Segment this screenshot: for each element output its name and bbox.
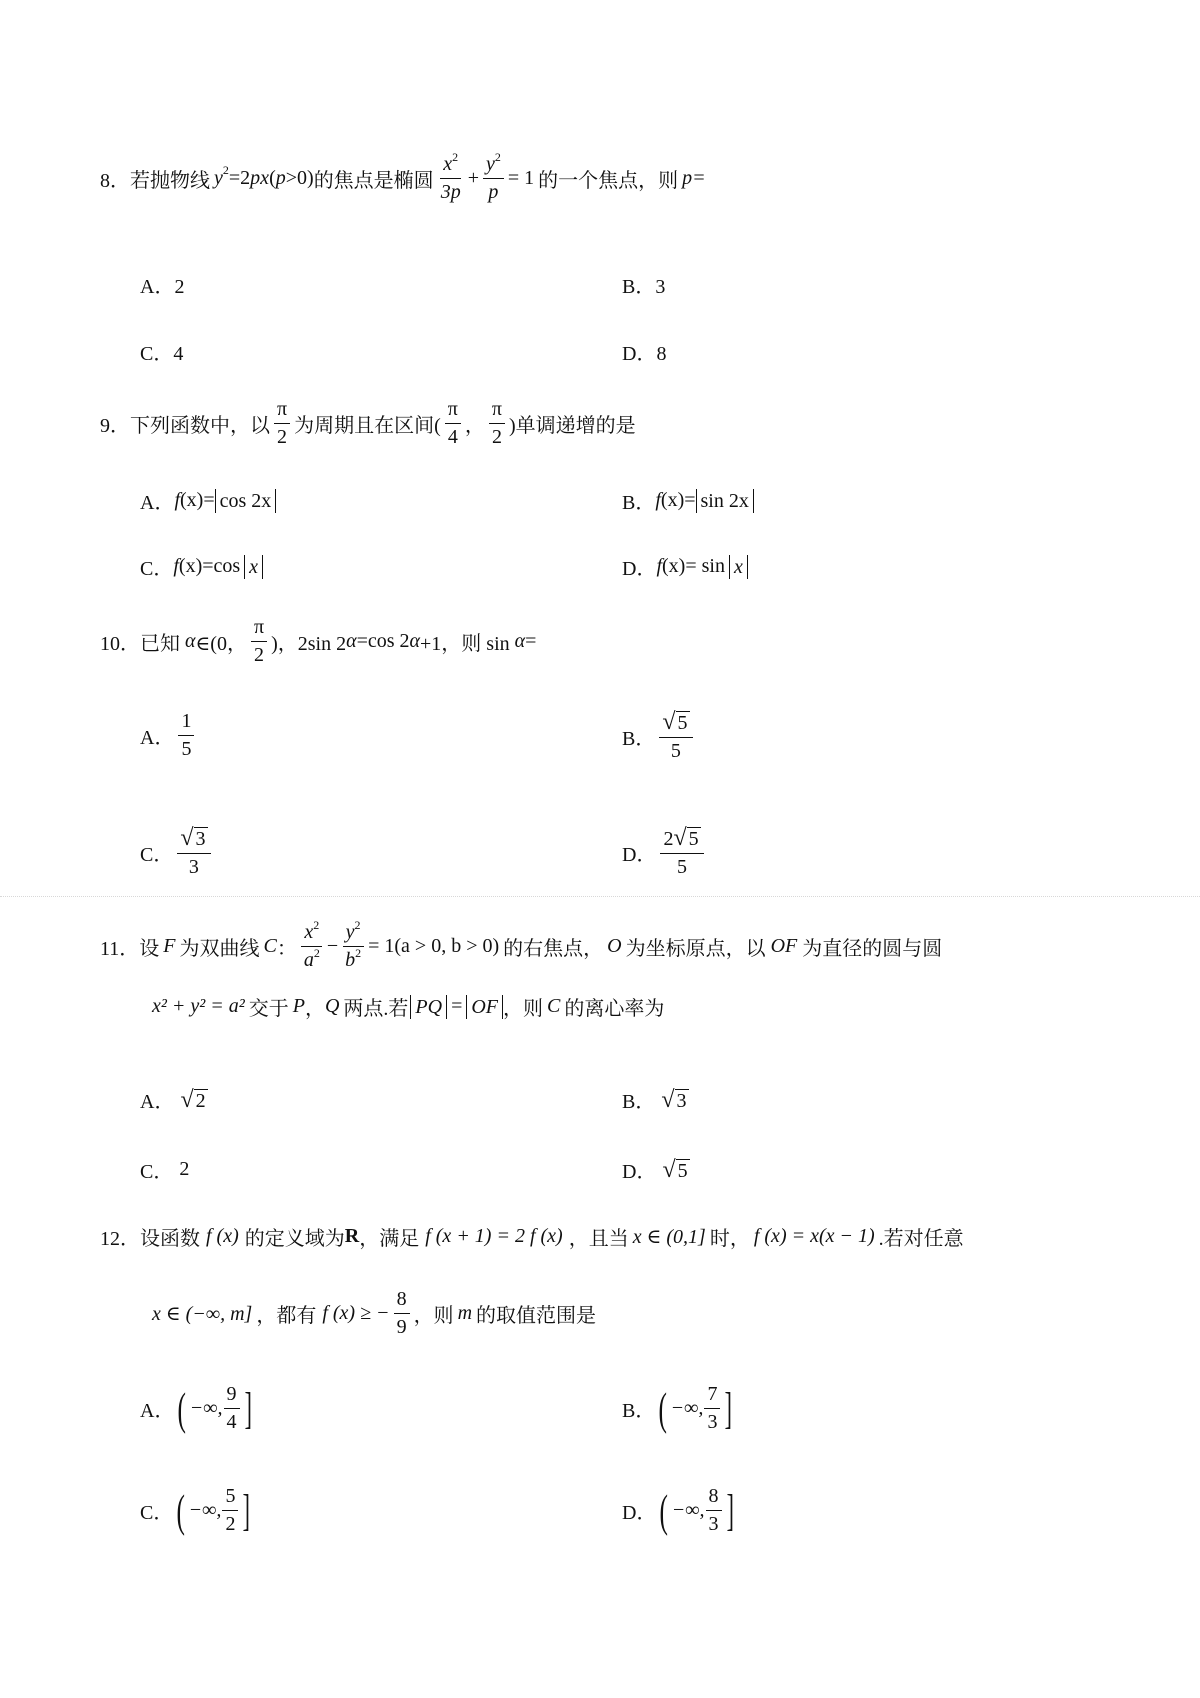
q9-text-1: 下列函数中，以 [130, 415, 270, 437]
q12-option-a[interactable]: A． ( −∞, $\frac{9}{4}$ ] [140, 1382, 252, 1434]
q8-tail: p= [682, 167, 706, 189]
question-12: 12． 设函数 f (x) 的定义域为 R ，满足 f (x + 1) = 2 f (x) ，且当 x ∈ (0,1] 时， f (x) = x(x − 1) .若对任意 [100, 1222, 964, 1251]
q8-option-d[interactable]: D．8 [622, 343, 667, 365]
q8-text-3: 的一个焦点，则 [538, 170, 679, 192]
question-12-line-2: x ∈ (−∞, m] ，都有 f (x) ≥ − $\frac{8}{9}$ ，则 m 的取值范围是 [152, 1288, 597, 1338]
q10-text-5: +1，则 sin [420, 633, 510, 655]
q12-real-set: R [344, 1225, 360, 1247]
q8-text-2: 的焦点是椭圆 [313, 170, 434, 192]
q10-text-3: )，2sin 2 [271, 633, 347, 655]
q9-fraction-pi-4: $\frac{\pi}{4}$ [445, 398, 461, 449]
q9-option-c[interactable]: C． f (x)=cos x [140, 552, 263, 581]
q11-number: 11． [100, 938, 140, 960]
q8-fraction-x: $\frac{x^2}{3p}$ [440, 150, 461, 203]
q12-text-1: 设函数 [140, 1228, 200, 1250]
right-bracket-icon: ] [726, 1485, 734, 1535]
q9-number: 9． [100, 415, 130, 437]
q9-comma: ， [464, 415, 485, 437]
q11-option-d[interactable]: D． √ 5 [622, 1156, 688, 1183]
question-8 [100, 150, 706, 204]
q8-option-c[interactable]: C．4 [140, 343, 184, 365]
page-divider [0, 896, 1200, 897]
question-9 [100, 398, 636, 449]
q8-fraction-y: $\frac{y^2}{p}$ [483, 153, 504, 204]
q10-option-d[interactable]: D． 2 √ 5 5 [622, 826, 708, 879]
right-bracket-icon: ] [243, 1485, 251, 1535]
q10-text-2: ∈(0， [195, 633, 247, 655]
question-11-line-2: x² + y² = a² 交于 P ， Q 两点.若 PQ = OF ，则 C 的离心率为 [152, 995, 665, 1020]
q8-equals-one: = 1 [507, 167, 535, 189]
q11-circle-equation: x² + y² = a² [152, 995, 245, 1017]
q9-option-b[interactable]: B． f (x)= sin 2x [622, 486, 754, 515]
q12-option-c[interactable]: C． ( −∞, $\frac{5}{2}$ ] [140, 1484, 251, 1536]
q8-parabola: $y^2=2px(p>0)$ [214, 163, 314, 189]
q8-option-b[interactable]: B．3 [622, 276, 666, 298]
q11-text-1: 设 [139, 938, 160, 960]
question-10: 10． 已知 α ∈(0， $\frac{\pi}{2}$ )，2sin 2 α =cos 2 α +1，则 sin α = [100, 616, 537, 666]
right-bracket-icon: ] [725, 1383, 733, 1433]
q10-option-a[interactable]: A． $\frac{1}{5}$ [140, 710, 198, 761]
question-11: 11． 设 F 为双曲线 C ： $\frac{x^2}{a^2}$ − $\frac{y^2}{b^2}$ = 1(a > 0, b > 0) 的右焦点， O 为坐标原点，以 OF 为直径的圆与圆 [100, 918, 943, 971]
q9-option-d[interactable]: D． f (x)= sin x [622, 552, 748, 581]
left-paren-icon: ( [177, 1382, 187, 1434]
left-paren-icon: ( [659, 1484, 669, 1536]
q10-text-1: 已知 [140, 633, 180, 655]
q11-option-a[interactable]: A． √ 2 [140, 1086, 206, 1113]
q10-alpha: α [185, 630, 196, 652]
q10-text-4: =cos 2 [356, 630, 410, 652]
q9-fraction-pi-2: $\frac{\pi}{2}$ [274, 398, 290, 449]
q9-text-3: )单调递增的是 [509, 415, 636, 437]
q10-number: 10． [100, 633, 140, 655]
q10-option-c[interactable]: C． √ 3 3 [140, 826, 215, 879]
q8-option-a[interactable]: A．2 [140, 276, 185, 298]
q11-option-b[interactable]: B． √ 3 [622, 1086, 687, 1113]
q11-option-c[interactable]: C． 2 [140, 1158, 190, 1183]
q8-text-1: 若抛物线 [130, 170, 210, 192]
q9-text-2: 为周期且在区间( [294, 415, 441, 437]
q9-fraction-pi-2b: $\frac{\pi}{2}$ [489, 398, 505, 449]
q9-option-a[interactable]: A． f (x)= cos 2x [140, 486, 276, 515]
q8-plus: + [467, 167, 479, 189]
q8-number: 8． [100, 170, 130, 192]
q12-option-d[interactable]: D． ( −∞, $\frac{8}{3}$ ] [622, 1484, 734, 1536]
q12-number: 12． [100, 1228, 140, 1250]
q11-condition: = 1(a > 0, b > 0) [368, 935, 500, 957]
left-paren-icon: ( [176, 1484, 186, 1536]
q11-text-2: 为双曲线 [179, 938, 260, 960]
q11-fraction-y: $\frac{y^2}{b^2}$ [342, 921, 364, 972]
q10-fraction-pi-2: $\frac{\pi}{2}$ [251, 616, 267, 667]
right-bracket-icon: ] [244, 1383, 252, 1433]
q10-option-b[interactable]: B． √ 5 5 [622, 710, 697, 763]
q11-fraction-x: $\frac{x^2}{a^2}$ [301, 921, 323, 972]
left-paren-icon: ( [658, 1382, 668, 1434]
q12-option-b[interactable]: B． ( −∞, $\frac{7}{3}$ ] [622, 1382, 733, 1434]
